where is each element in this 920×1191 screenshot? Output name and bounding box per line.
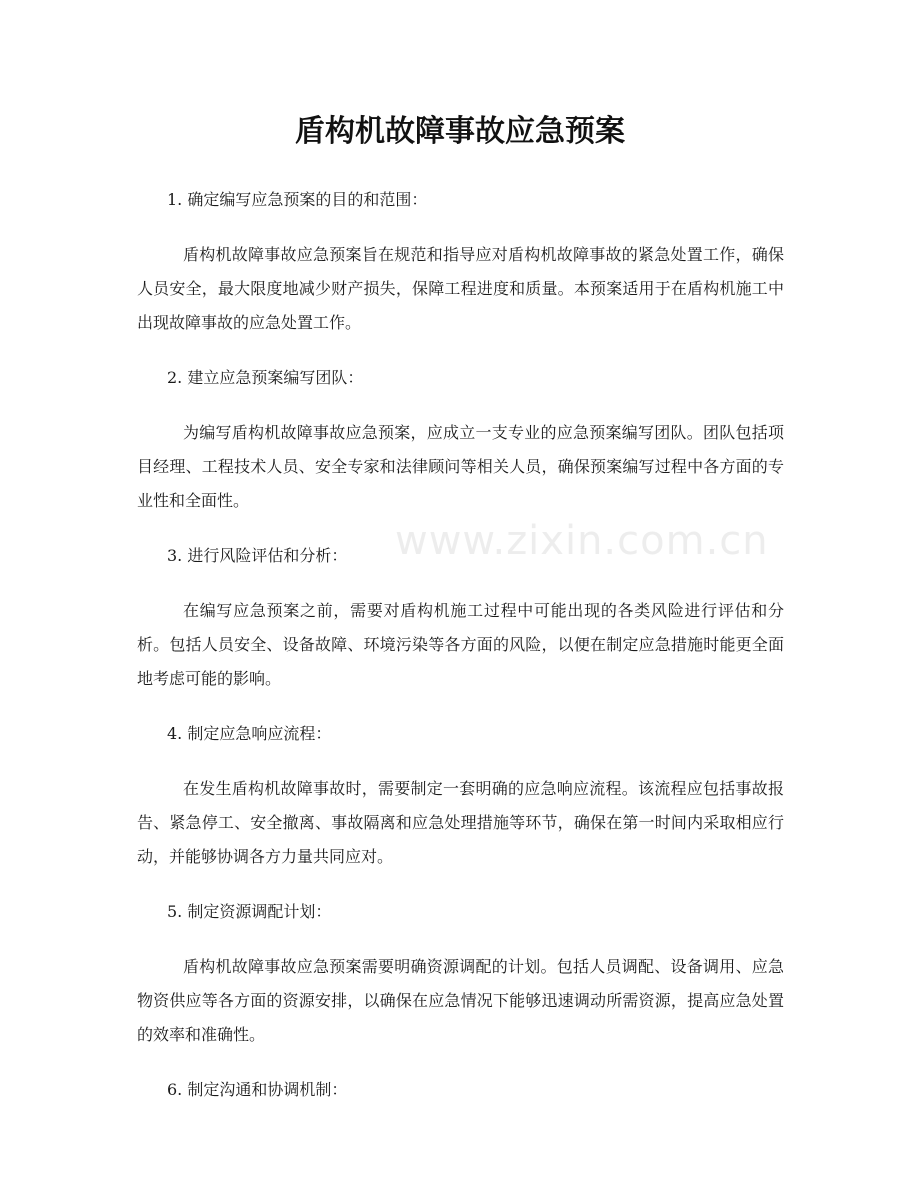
document-body — [137, 183, 784, 1128]
section-paragraph-1: 盾构机故障事故应急预案旨在规范和指导应对盾构机故障事故的紧急处置工作，确保人员安全，最大限度地减少财产损失，保障工程进度和质量。本预案适用于在盾构机施工中出现故障事故的应急处置工作。 — [137, 245, 784, 332]
section-paragraph-4: 在发生盾构机故障事故时，需要制定一套明确的应急响应流程。该流程应包括事故报告、紧急停工、安全撤离、事故隔离和应急处理措施等环节，确保在第一时间内采取相应行动，并能够协调各方力量共同应对。 — [137, 779, 784, 866]
section-heading-6: 6. 制定沟通和协调机制： — [167, 1080, 348, 1099]
section-heading-4: 4. 制定应急响应流程： — [167, 724, 332, 743]
section-heading-3: 3. 进行风险评估和分析： — [167, 546, 348, 565]
section-heading-1: 1. 确定编写应急预案的目的和范围： — [167, 190, 428, 209]
section-heading-2: 2. 建立应急预案编写团队： — [167, 368, 364, 387]
section-paragraph-3: 在编写应急预案之前，需要对盾构机施工过程中可能出现的各类风险进行评估和分析。包括人员安全、设备故障、环境污染等各方面的风险，以便在制定应急措施时能更全面地考虑可能的影响。 — [137, 601, 784, 688]
section-paragraph-2: 为编写盾构机故障事故应急预案，应成立一支专业的应急预案编写团队。团队包括项目经理、工程技术人员、安全专家和法律顾问等相关人员，确保预案编写过程中各方面的专业性和全面性。 — [137, 423, 784, 510]
watermark: www.zixin.com.cn — [395, 518, 769, 564]
section-paragraph-5: 盾构机故障事故应急预案需要明确资源调配的计划。包括人员调配、设备调用、应急物资供应等各方面的资源安排，以确保在应急情况下能够迅速调动所需资源，提高应急处置的效率和准确性。 — [137, 957, 784, 1044]
document-title: 盾构机故障事故应急预案 — [295, 114, 625, 149]
section-heading-5: 5. 制定资源调配计划： — [167, 902, 332, 921]
